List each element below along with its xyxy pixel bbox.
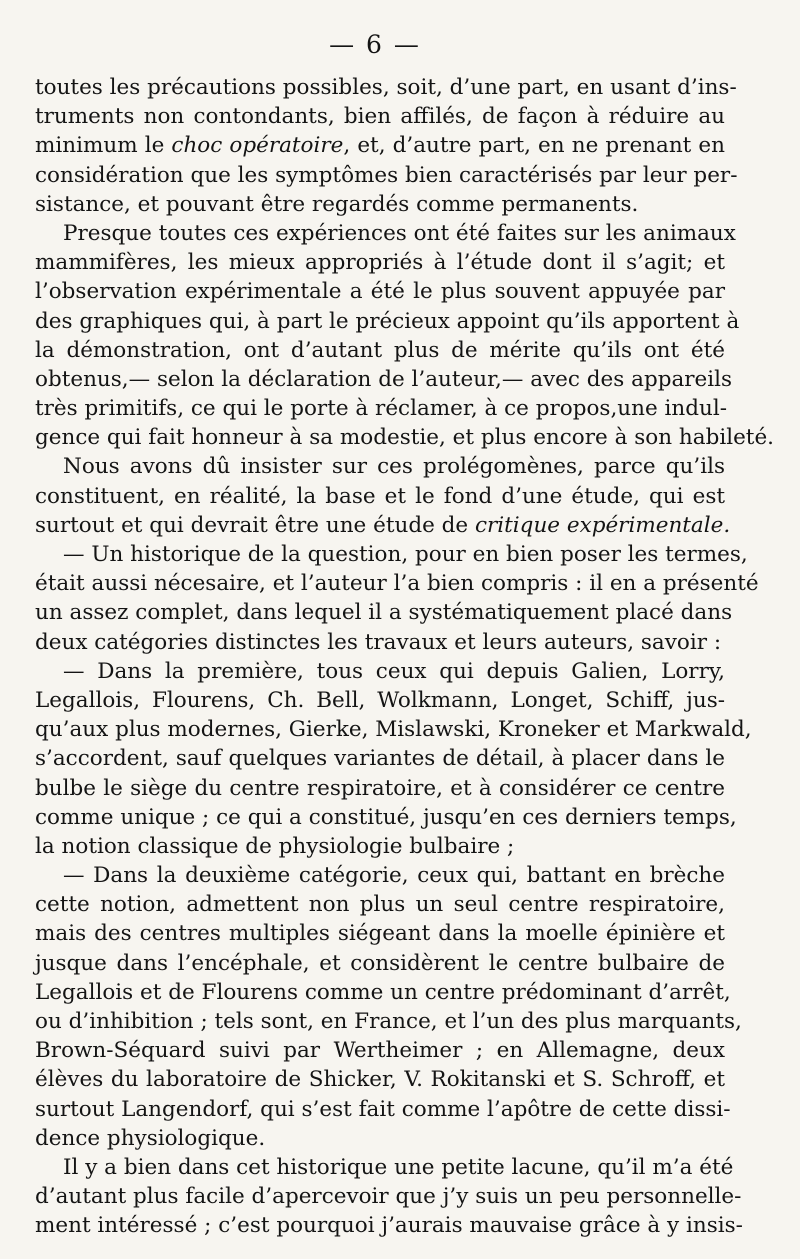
text-line: gence qui fait honneur à sa modestie, et plus encore à son habileté. bbox=[35, 425, 774, 451]
text-line: la démonstration, ont d’autant plus de mérite qu’ils ont été bbox=[35, 337, 725, 363]
text-line: — Dans la deuxième catégorie, ceux qui, battant en brèche bbox=[63, 863, 725, 889]
paragraph bbox=[35, 219, 774, 453]
paragraph bbox=[35, 452, 731, 540]
text-line: considération que les symptômes bien caractérisés par leur per- bbox=[35, 162, 738, 188]
text-line: Presque toutes ces expériences ont été faites sur les animaux bbox=[63, 220, 736, 246]
text-line: Brown-Séquard suivi par Wertheimer ; en Allemagne, deux bbox=[35, 1038, 725, 1064]
text-line: qu’aux plus modernes, Gierke, Mislawski, Kroneker et Markwald, bbox=[35, 717, 752, 743]
text-line: toutes les précautions possibles, soit, d’une part, en usant d’ins- bbox=[35, 75, 737, 100]
text-line: des graphiques qui, à part le précieux appoint qu’ils apportent à bbox=[35, 308, 740, 334]
text-line: truments non contondants, bien affilés, de façon à réduire au bbox=[35, 104, 725, 130]
text-line: deux catégories distinctes les travaux et leurs auteurs, savoir : bbox=[35, 629, 722, 655]
text-line: dence physiologique. bbox=[35, 1125, 266, 1151]
text-line: Il y a bien dans cet historique une petite lacune, qu’il m’a été bbox=[63, 1154, 734, 1180]
paragraph bbox=[35, 540, 759, 657]
text-line: élèves du laboratoire de Shicker, V. Rokitanski et S. Schroff, et bbox=[35, 1067, 725, 1093]
text-line: minimum le choc opératoire, et, d’autre part, en ne prenant en bbox=[35, 133, 725, 159]
text-line: un assez complet, dans lequel il a systématiquement placé dans bbox=[35, 600, 733, 626]
text-line: s’accordent, sauf quelques variantes de détail, à placer dans le bbox=[35, 746, 725, 772]
text-line: Legallois et de Flourens comme un centre prédominant d’arrêt, bbox=[35, 979, 731, 1005]
text-line: sistance, et pouvant être regardés comme permanents. bbox=[35, 191, 639, 217]
text-line: bulbe le siège du centre respiratoire, et à considérer ce centre bbox=[35, 775, 725, 801]
text-line: ment intéressé ; c’est pourquoi j’aurais mauvaise grâce à y insis- bbox=[35, 1213, 743, 1239]
text-line: comme unique ; ce qui a constitué, jusqu’en ces derniers temps, bbox=[35, 804, 737, 830]
text-line: surtout et qui devrait être une étude de critique expérimentale. bbox=[35, 512, 731, 538]
paragraph bbox=[35, 73, 738, 219]
text-line: surtout Langendorf, qui s’est fait comme l’apôtre de cette dissi- bbox=[35, 1096, 731, 1122]
text-line: d’autant plus facile d’apercevoir que j’y suis un peu personnelle- bbox=[35, 1184, 742, 1210]
text-line: mammifères, les mieux appropriés à l’étude dont il s’agit; et bbox=[35, 250, 725, 276]
text-line: très primitifs, ce qui le porte à réclamer, à ce propos,une indul- bbox=[35, 396, 728, 422]
text-line: cette notion, admettent non plus un seul centre respiratoire, bbox=[35, 892, 725, 918]
text-line: mais des centres multiples siégeant dans la moelle épinière et bbox=[35, 921, 725, 947]
page-number: — 6 — bbox=[329, 30, 421, 59]
text-line: — Un historique de la question, pour en bien poser les termes, bbox=[63, 542, 748, 567]
paragraph bbox=[35, 657, 752, 861]
paragraph bbox=[35, 1153, 743, 1241]
text-line: l’observation expérimentale a été le plus souvent appuyée par bbox=[35, 279, 725, 305]
paragraph bbox=[35, 861, 742, 1153]
text-line: Nous avons dû insister sur ces prolégomènes, parce qu’ils bbox=[63, 454, 725, 480]
text-line: obtenus,— selon la déclaration de l’auteur,— avec des appareils bbox=[35, 366, 733, 392]
text-line: ou d’inhibition ; tels sont, en France, et l’un des plus marquants, bbox=[35, 1009, 742, 1034]
text-line: Legallois, Flourens, Ch. Bell, Wolkmann, Longet, Schiff, jus- bbox=[35, 687, 725, 713]
text-line: était aussi nécesaire, et l’auteur l’a bien compris : il en a présenté bbox=[35, 571, 759, 597]
body-text bbox=[35, 73, 774, 1241]
text-line: la notion classique de physiologie bulbaire ; bbox=[35, 833, 515, 859]
text-line: — Dans la première, tous ceux qui depuis Galien, Lorry, bbox=[63, 658, 725, 684]
text-line: constituent, en réalité, la base et le fond d’une étude, qui est bbox=[35, 483, 725, 509]
text-line: jusque dans l’encéphale, et considèrent le centre bulbaire de bbox=[35, 950, 725, 976]
